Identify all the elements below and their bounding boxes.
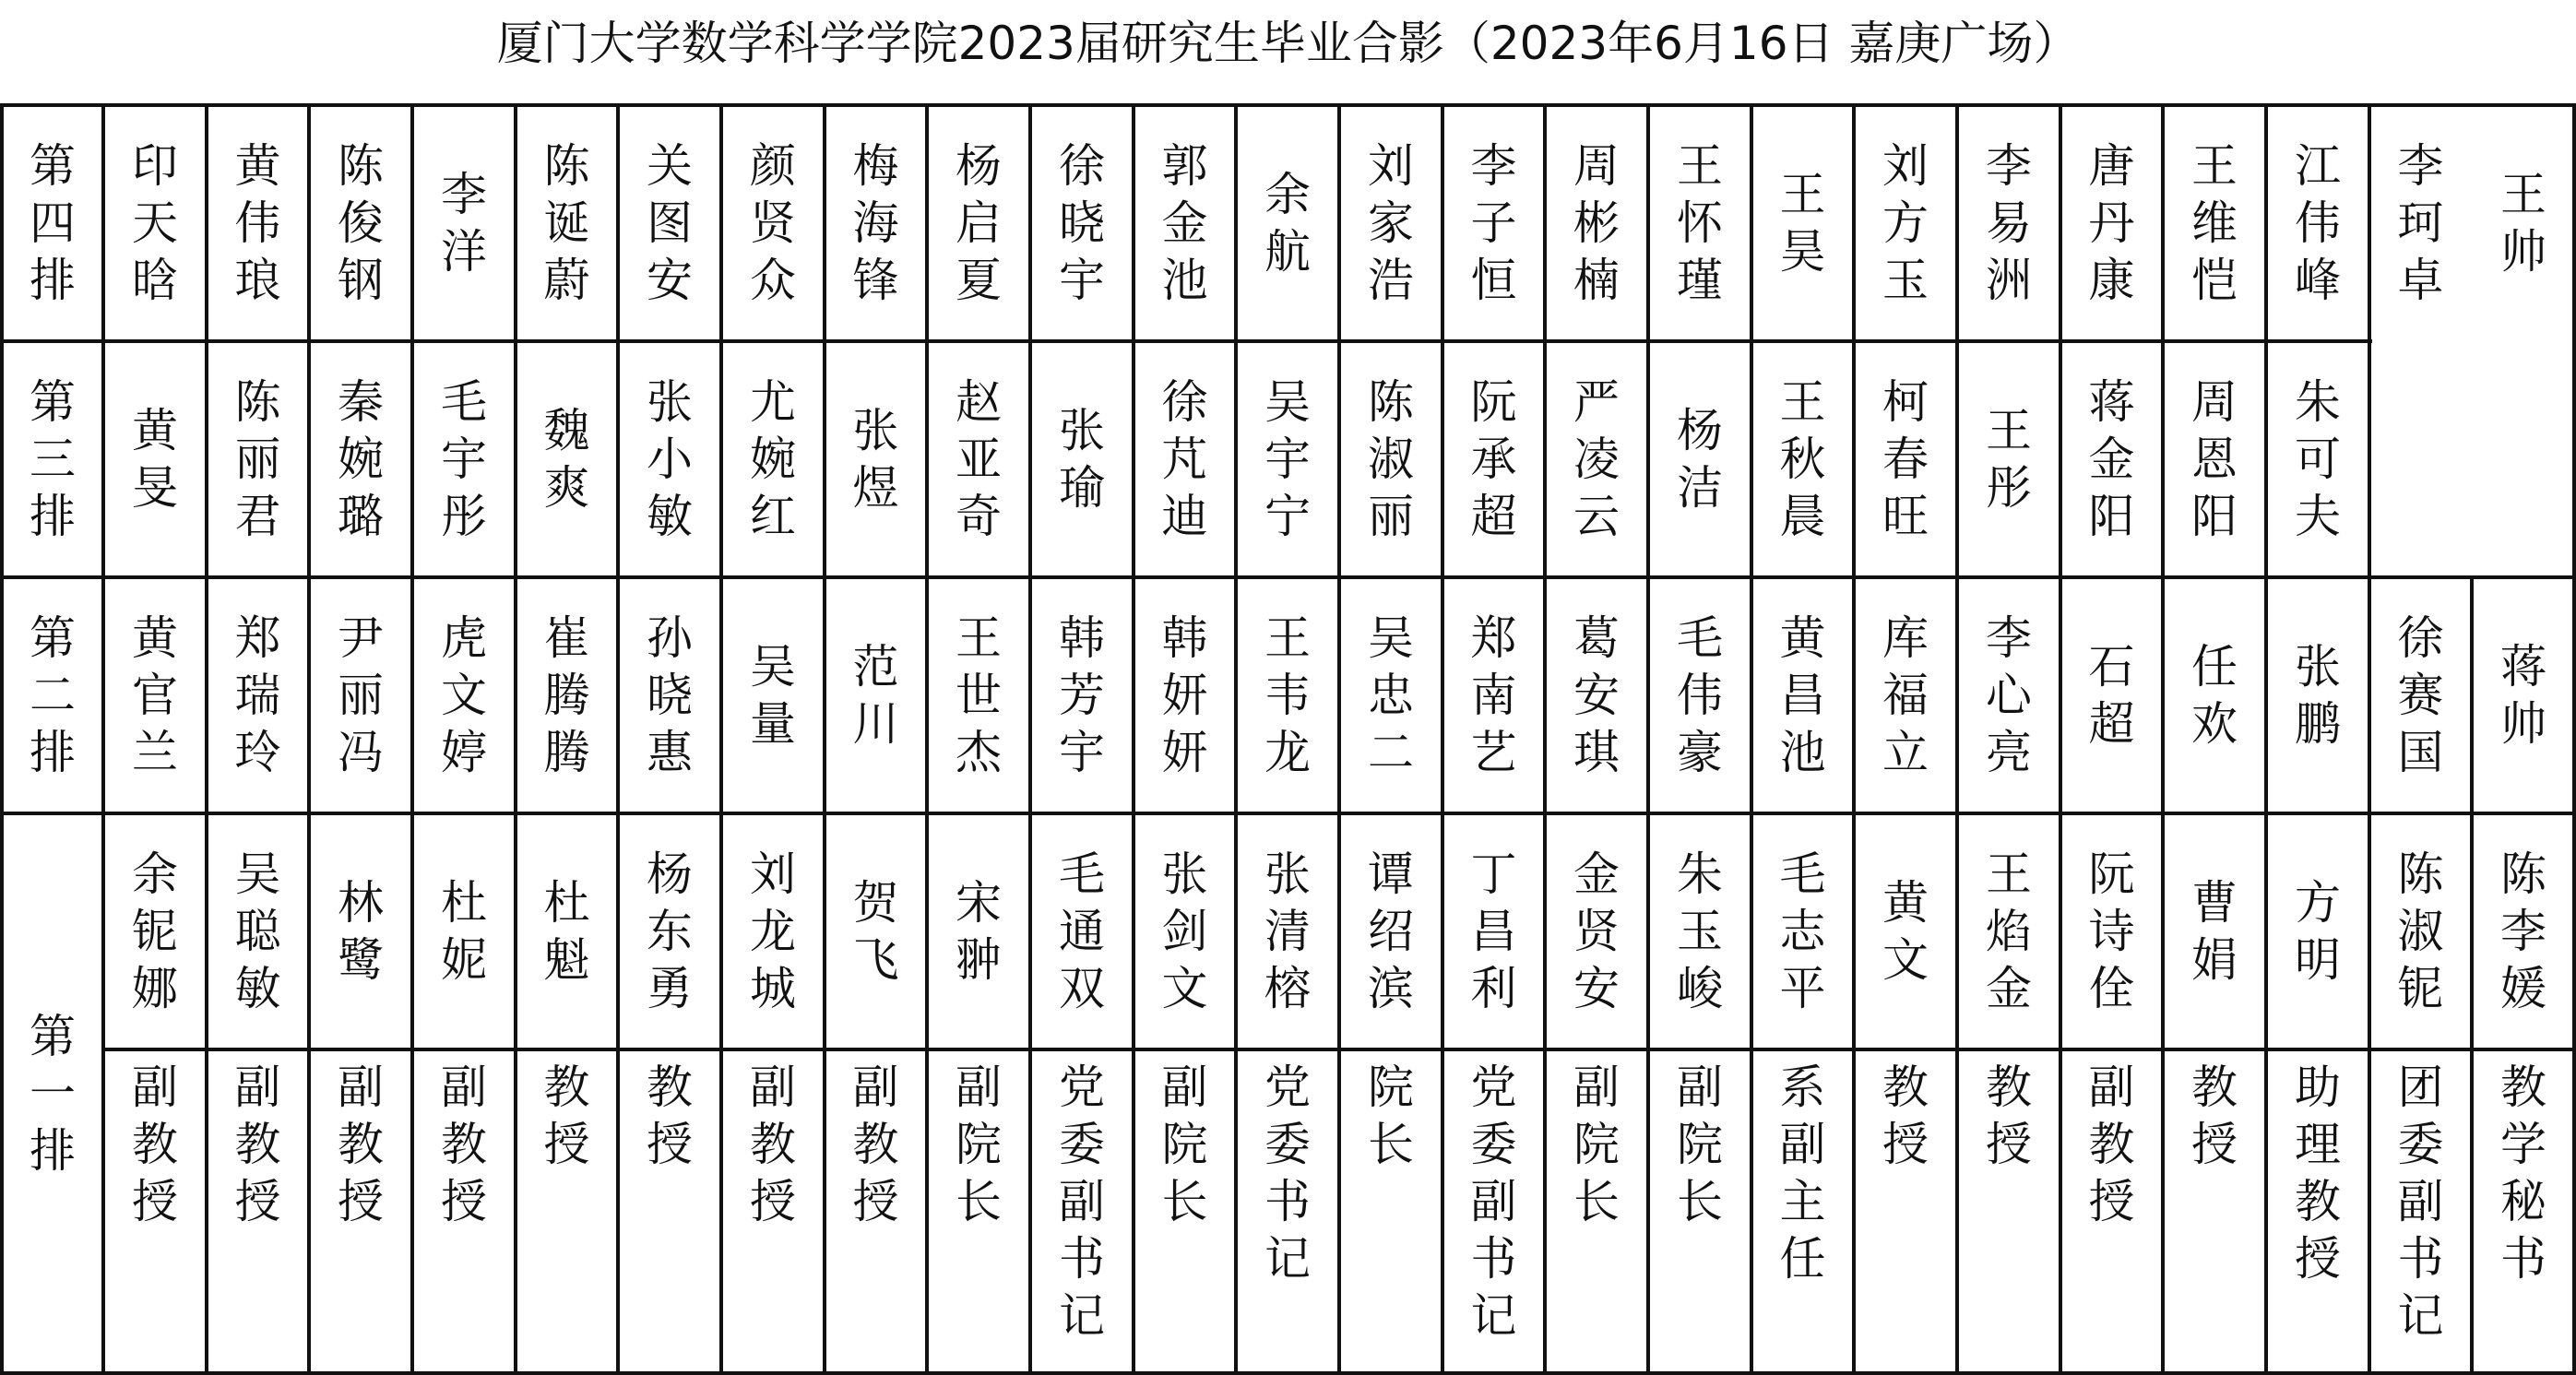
row-label-4: [4, 107, 101, 339]
name-cell: [2062, 579, 2161, 812]
name-cell-text: 张小敏: [647, 375, 693, 543]
title-cell: [105, 1051, 205, 1371]
name-cell-text: 朱玉峻: [1677, 848, 1723, 1015]
name-cell: [208, 815, 307, 1048]
page-title: 厦门大学数学科学学院2023届研究生毕业合影（2023年6月16日 嘉庚广场）: [496, 17, 2080, 70]
name-cell-text: 周彬楠: [1573, 139, 1620, 307]
row-label-1-text: 第一排: [30, 1009, 76, 1178]
title-cell: [1959, 1051, 2059, 1371]
name-cell: [517, 107, 616, 339]
name-cell-text: 王焰金: [1986, 848, 2032, 1015]
title-cell: [620, 1051, 719, 1371]
name-cell-text: 方明: [2295, 876, 2341, 987]
name-cell-text: 杜魁: [543, 876, 590, 987]
name-cell-text: 蒋帅: [2500, 640, 2546, 751]
name-cell-text: 王怀瑾: [1677, 139, 1723, 307]
name-cell-text: 陈淑铌: [2397, 848, 2444, 1015]
name-cell-text: 任欢: [2191, 640, 2238, 751]
name-cell-text: 李子恒: [1470, 139, 1517, 307]
name-cell-text: 崔腾腾: [543, 611, 590, 779]
name-cell: [1135, 343, 1234, 575]
title-cell: [1444, 1051, 1543, 1371]
name-cell: [2474, 107, 2573, 339]
name-cell-text: 梅海锋: [852, 139, 899, 307]
name-cell-text: 韩妍妍: [1161, 611, 1208, 779]
name-cell-text: 库福立: [1882, 611, 1929, 779]
name-cell: [208, 579, 307, 812]
title-cell-text: 院长: [1368, 1061, 1414, 1171]
name-cell-text: 韩芳宇: [1059, 611, 1105, 779]
title-cell: [2474, 1051, 2573, 1371]
title-cell: [414, 1051, 514, 1371]
name-cell-text: 李珂卓: [2397, 139, 2444, 307]
name-cell-text: 贺飞: [852, 876, 899, 987]
col-border: [2368, 339, 2371, 579]
name-cell: [1341, 343, 1441, 575]
name-cell: [1341, 107, 1441, 339]
name-cell-text: 蒋金阳: [2088, 375, 2135, 543]
title-cell-text: 党委书记: [1264, 1061, 1311, 1286]
name-cell: [826, 343, 925, 575]
title-cell-text: 副教授: [441, 1061, 487, 1228]
name-cell-text: 张煜: [852, 404, 899, 515]
name-cell: [929, 815, 1028, 1048]
name-cell: [311, 579, 410, 812]
name-cell-text: 陈诞蔚: [543, 139, 590, 307]
name-cell-text: 张瑜: [1059, 404, 1105, 515]
title-cell: [1238, 1051, 1337, 1371]
name-cell-text: 毛宇彤: [441, 375, 487, 543]
title-cell: [929, 1051, 1028, 1371]
title-cell-text: 教授: [1882, 1061, 1929, 1171]
name-cell: [414, 815, 514, 1048]
name-cell-text: 吴聪敏: [234, 848, 281, 1015]
row-border-bottom: [0, 1371, 2576, 1375]
name-cell: [1032, 815, 1132, 1048]
name-cell: [1959, 107, 2059, 339]
name-cell: [1753, 343, 1852, 575]
name-cell-text: 黄昌池: [1779, 611, 1826, 779]
name-cell-text: 李心亮: [1986, 611, 2032, 779]
title-cell: [723, 1051, 823, 1371]
title-cell-text: 教授: [647, 1061, 693, 1171]
name-cell-text: 王韦龙: [1264, 611, 1311, 779]
title-cell: [1650, 1051, 1750, 1371]
name-cell: [1238, 579, 1337, 812]
name-cell-text: 王秋晨: [1779, 375, 1826, 543]
name-cell-text: 刘家浩: [1368, 139, 1414, 307]
name-cell: [2165, 343, 2264, 575]
name-cell-text: 徐赛国: [2397, 611, 2444, 779]
name-cell: [929, 107, 1028, 339]
name-cell: [1856, 107, 1955, 339]
name-cell: [2165, 815, 2264, 1048]
name-cell: [620, 343, 719, 575]
name-cell: [2371, 815, 2470, 1048]
name-cell-text: 郑南艺: [1470, 611, 1517, 779]
name-cell-text: 陈俊钢: [338, 139, 384, 307]
name-cell-text: 朱可夫: [2295, 375, 2341, 543]
name-cell-text: 陈丽君: [234, 375, 281, 543]
name-cell: [1444, 343, 1543, 575]
title-cell-text: 教授: [1986, 1061, 2032, 1171]
name-cell: [1547, 579, 1646, 812]
name-cell: [517, 579, 616, 812]
name-cell: [826, 107, 925, 339]
name-cell: [1238, 107, 1337, 339]
name-cell-text: 林鹭: [338, 876, 384, 987]
name-cell-text: 范川: [852, 640, 899, 751]
name-cell: [1032, 579, 1132, 812]
row-label-3: [4, 343, 101, 575]
name-cell-text: 王彤: [1986, 404, 2032, 515]
name-cell-text: 余航: [1264, 168, 1311, 279]
name-cell-text: 严凌云: [1573, 375, 1620, 543]
name-cell: [2371, 579, 2470, 812]
name-cell-text: 刘方玉: [1882, 139, 1929, 307]
name-cell: [311, 815, 410, 1048]
row-label-1: [4, 815, 101, 1371]
name-cell-text: 虎文婷: [441, 611, 487, 779]
title-cell-text: 党委副书记: [1470, 1061, 1517, 1343]
name-cell: [1444, 815, 1543, 1048]
name-cell: [105, 815, 205, 1048]
name-cell: [1856, 343, 1955, 575]
title-cell: [2371, 1051, 2470, 1371]
row-label-2: [4, 579, 101, 812]
title-cell-text: 副院长: [1677, 1061, 1723, 1228]
name-cell: [1135, 107, 1234, 339]
name-cell: [517, 343, 616, 575]
name-cell: [620, 107, 719, 339]
name-cell: [1135, 579, 1234, 812]
name-cell-text: 王昊: [1779, 168, 1826, 279]
title-cell-text: 副院长: [956, 1061, 1002, 1228]
name-cell: [2371, 107, 2470, 339]
name-cell: [1444, 107, 1543, 339]
name-cell: [208, 107, 307, 339]
name-cell-text: 郭金池: [1161, 139, 1208, 307]
name-cell-text: 刘龙城: [750, 848, 796, 1015]
name-cell: [1753, 579, 1852, 812]
name-cell-text: 李洋: [441, 168, 487, 279]
title-cell-text: 教学秘书: [2500, 1061, 2546, 1286]
name-cell-text: 石超: [2088, 640, 2135, 751]
name-cell-text: 吴宇宁: [1264, 375, 1311, 543]
name-cell: [2165, 579, 2264, 812]
name-cell-text: 关图安: [647, 139, 693, 307]
name-cell: [311, 343, 410, 575]
name-cell-text: 阮承超: [1470, 375, 1517, 543]
name-cell-text: 谭绍滨: [1368, 848, 1414, 1015]
name-cell: [311, 107, 410, 339]
name-cell-text: 余铌娜: [132, 848, 178, 1015]
name-cell: [620, 579, 719, 812]
name-cell-text: 柯春旺: [1882, 375, 1929, 543]
name-cell-text: 唐丹康: [2088, 139, 2135, 307]
name-cell: [414, 579, 514, 812]
title-cell: [826, 1051, 925, 1371]
name-cell: [1650, 815, 1750, 1048]
name-cell-text: 毛通双: [1059, 848, 1105, 1015]
name-cell: [1650, 107, 1750, 339]
title-cell-text: 副院长: [1161, 1061, 1208, 1228]
name-cell: [1959, 343, 2059, 575]
name-cell: [105, 579, 205, 812]
name-cell: [826, 579, 925, 812]
name-cell-text: 赵亚奇: [956, 375, 1002, 543]
name-cell-text: 徐芃迪: [1161, 375, 1208, 543]
name-cell-text: 孙晓惠: [647, 611, 693, 779]
title-cell: [2165, 1051, 2264, 1371]
name-cell: [1032, 107, 1132, 339]
name-cell: [2268, 579, 2368, 812]
name-cell: [929, 579, 1028, 812]
name-cell-text: 丁昌利: [1470, 848, 1517, 1015]
name-cell: [2165, 107, 2264, 339]
name-cell: [1238, 815, 1337, 1048]
name-cell-text: 金贤安: [1573, 848, 1620, 1015]
title-cell: [208, 1051, 307, 1371]
name-cell: [1753, 815, 1852, 1048]
name-cell-text: 吴忠二: [1368, 611, 1414, 779]
name-cell-text: 宋翀: [956, 876, 1002, 987]
name-cell: [1032, 343, 1132, 575]
name-cell-text: 郑瑞玲: [234, 611, 281, 779]
name-cell: [2474, 815, 2573, 1048]
name-cell: [723, 343, 823, 575]
row-label-4-text: 第四排: [30, 139, 76, 307]
name-cell: [1650, 343, 1750, 575]
name-cell-text: 尤婉红: [750, 375, 796, 543]
title-cell-text: 系副主任: [1779, 1061, 1826, 1286]
title-cell: [1753, 1051, 1852, 1371]
name-cell: [1650, 579, 1750, 812]
title-cell-text: 教授: [2191, 1061, 2238, 1171]
name-cell: [1856, 815, 1955, 1048]
name-cell: [1238, 343, 1337, 575]
title-cell-text: 副教授: [234, 1061, 281, 1228]
name-cell-text: 毛伟豪: [1677, 611, 1723, 779]
name-cell: [723, 107, 823, 339]
title-cell: [2062, 1051, 2161, 1371]
name-cell-text: 王帅: [2500, 168, 2546, 279]
name-cell: [2062, 343, 2161, 575]
name-cell: [1753, 107, 1852, 339]
name-cell: [1959, 815, 2059, 1048]
name-cell: [208, 343, 307, 575]
name-cell-text: 毛志平: [1779, 848, 1826, 1015]
name-cell: [2474, 579, 2573, 812]
name-cell: [1547, 343, 1646, 575]
title-cell: [517, 1051, 616, 1371]
name-cell-text: 陈淑丽: [1368, 375, 1414, 543]
name-cell-text: 杜妮: [441, 876, 487, 987]
title-cell: [1856, 1051, 1955, 1371]
name-cell: [2062, 815, 2161, 1048]
name-cell-text: 张清榕: [1264, 848, 1311, 1015]
title-cell-text: 副教授: [338, 1061, 384, 1228]
name-cell: [723, 815, 823, 1048]
name-cell: [105, 343, 205, 575]
name-cell-text: 黄伟琅: [234, 139, 281, 307]
name-cell-text: 颜贤众: [750, 139, 796, 307]
name-cell: [2268, 343, 2368, 575]
title-cell-text: 副教授: [132, 1061, 178, 1228]
title-cell-text: 党委副书记: [1059, 1061, 1105, 1343]
name-cell-text: 尹丽冯: [338, 611, 384, 779]
name-cell: [414, 343, 514, 575]
name-cell: [1341, 579, 1441, 812]
name-cell-text: 黄文: [1882, 876, 1929, 987]
name-cell-text: 葛安琪: [1573, 611, 1620, 779]
name-cell-text: 王维恺: [2191, 139, 2238, 307]
name-cell-text: 王世杰: [956, 611, 1002, 779]
name-cell-text: 黄官兰: [132, 611, 178, 779]
name-cell: [414, 107, 514, 339]
name-cell-text: 阮诗佺: [2088, 848, 2135, 1015]
name-cell: [2062, 107, 2161, 339]
title-cell-text: 教授: [543, 1061, 590, 1171]
name-cell-text: 曹娟: [2191, 876, 2238, 987]
title-cell: [2268, 1051, 2368, 1371]
title-cell: [1135, 1051, 1234, 1371]
name-cell-text: 杨东勇: [647, 848, 693, 1015]
title-cell-text: 副教授: [2088, 1061, 2135, 1228]
name-cell: [2268, 815, 2368, 1048]
title-cell-text: 副教授: [852, 1061, 899, 1228]
name-cell-text: 陈李媛: [2500, 848, 2546, 1015]
name-cell-text: 周恩阳: [2191, 375, 2238, 543]
name-cell: [723, 579, 823, 812]
title-cell: [1032, 1051, 1132, 1371]
name-cell-text: 张剑文: [1161, 848, 1208, 1015]
name-cell: [1856, 579, 1955, 812]
name-cell-text: 秦婉璐: [338, 375, 384, 543]
title-cell-text: 副院长: [1573, 1061, 1620, 1228]
name-cell: [826, 815, 925, 1048]
name-cell: [620, 815, 719, 1048]
name-cell-text: 杨启夏: [956, 139, 1002, 307]
name-cell: [1341, 815, 1441, 1048]
name-cell: [2268, 107, 2368, 339]
name-cell: [1444, 579, 1543, 812]
name-cell-text: 杨洁: [1677, 404, 1723, 515]
name-cell-text: 徐晓宇: [1059, 139, 1105, 307]
name-cell-text: 吴量: [750, 640, 796, 751]
title-cell-text: 副教授: [750, 1061, 796, 1228]
title-cell: [1341, 1051, 1441, 1371]
row-label-3-text: 第三排: [30, 375, 76, 543]
title-cell-text: 助理教授: [2295, 1061, 2341, 1286]
name-cell: [1547, 107, 1646, 339]
title-cell: [311, 1051, 410, 1371]
name-cell: [1959, 579, 2059, 812]
name-cell: [929, 343, 1028, 575]
name-cell-text: 张鹏: [2295, 640, 2341, 751]
title-cell: [1547, 1051, 1646, 1371]
name-cell: [1547, 815, 1646, 1048]
name-cell: [517, 815, 616, 1048]
name-cell-text: 江伟峰: [2295, 139, 2341, 307]
name-cell: [1135, 815, 1234, 1048]
name-cell-text: 印天晗: [132, 139, 178, 307]
title-cell-text: 团委副书记: [2397, 1061, 2444, 1343]
name-cell-text: 黄旻: [132, 404, 178, 515]
row-label-2-text: 第二排: [30, 611, 76, 779]
name-cell: [105, 107, 205, 339]
name-cell-text: 魏爽: [543, 404, 590, 515]
name-cell-text: 李易洲: [1986, 139, 2032, 307]
